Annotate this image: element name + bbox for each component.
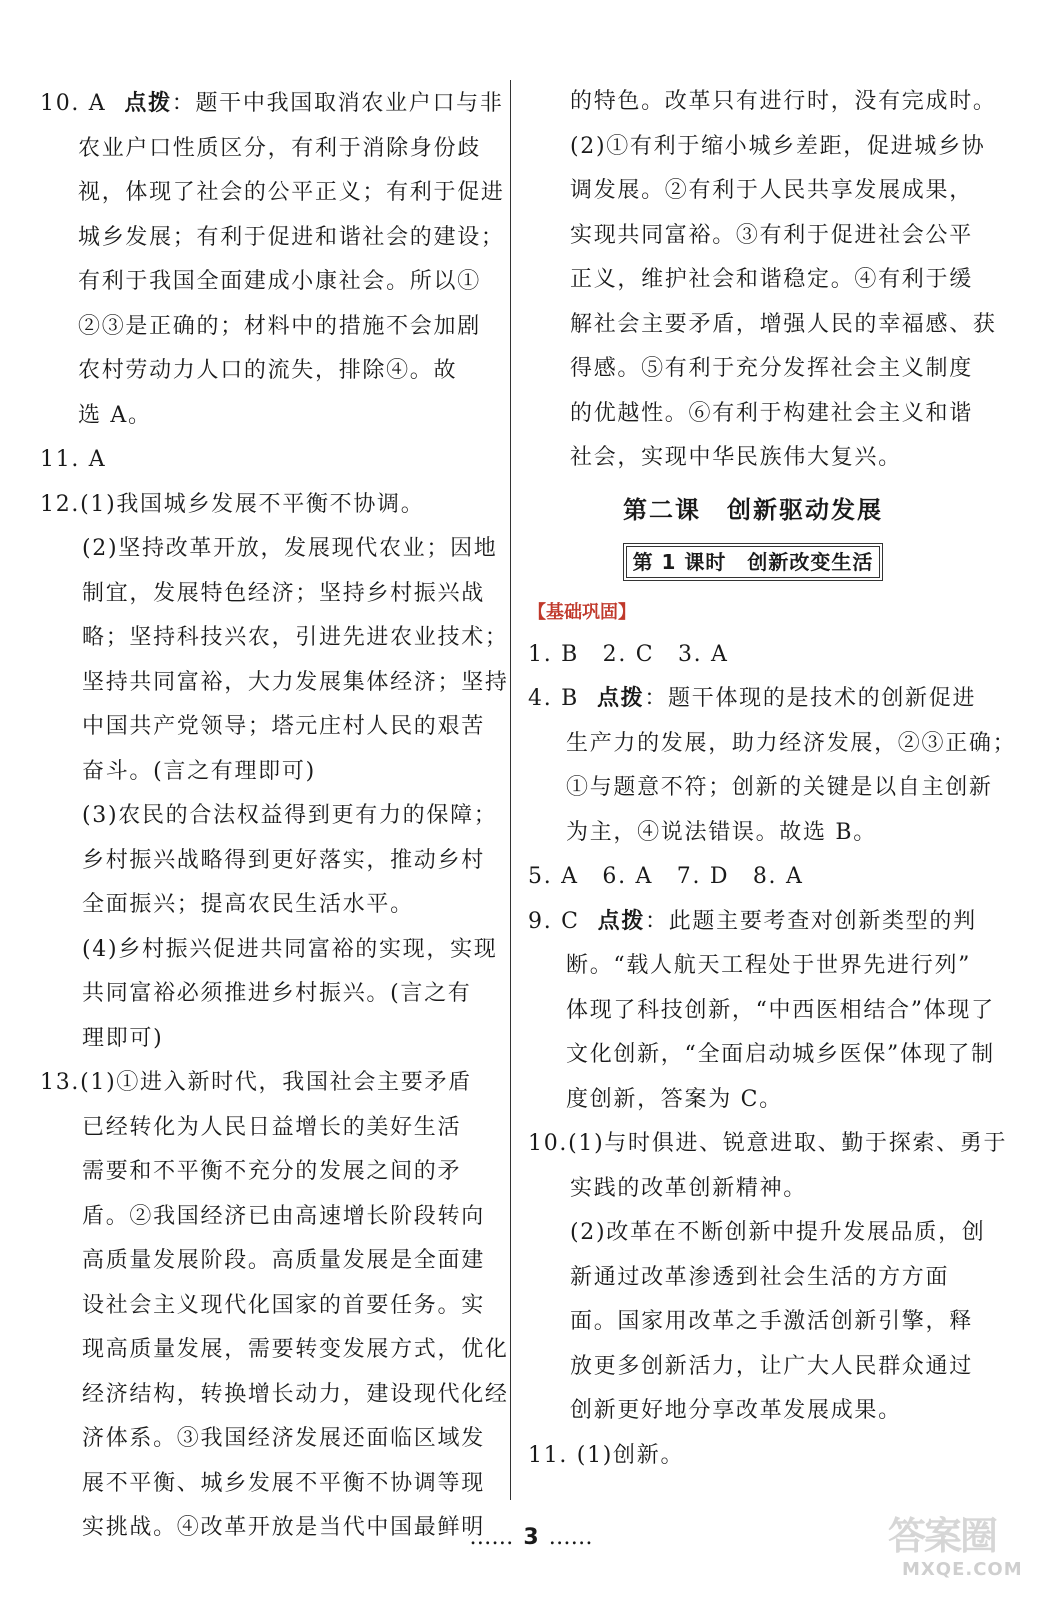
q13-cont-line-6: 得感。⑤有利于充分发挥社会主义制度 — [570, 356, 973, 381]
q12-line-9: 全面振兴；提高农民生活水平。 — [82, 892, 414, 917]
q12-line-8: 乡村振兴战略得到更好落实，推动乡村 — [82, 847, 485, 873]
q13-line-8: 济体系。③我国经济发展还面临区域发 — [82, 1426, 485, 1451]
answers-1-3: 1. B 2. C 3. A — [528, 641, 729, 667]
q9-line-1: 断。“载人航天工程处于世界先进行列” — [566, 953, 972, 978]
q12-line-6: 奋斗。(言之有理即可) — [82, 758, 316, 784]
right-column — [528, 80, 1017, 1478]
q13-line-0: 13.(1)①进入新时代，我国社会主要矛盾 — [40, 1070, 472, 1095]
q9-line-3: 文化创新，“全面启动城乡医保”体现了制 — [566, 1042, 995, 1067]
answers-5-8: 5. A 6. A 7. D 8. A — [528, 864, 804, 889]
q13-line-5: 设社会主义现代化国家的首要任务。实 — [82, 1292, 485, 1318]
q10r-line-5: 放更多创新活力，让广大人民群众通过 — [570, 1353, 973, 1379]
q10-line-5: ②③是正确的；材料中的措施不会加剧 — [78, 313, 481, 339]
column-divider — [510, 80, 511, 1500]
q13-cont-line-3: 实现共同富裕。③有利于促进社会公平 — [570, 222, 973, 248]
page-number: 3 — [523, 1525, 539, 1550]
q13-line-4: 高质量发展阶段。高质量发展是全面建 — [82, 1248, 485, 1273]
q10-line-1: 农业户口性质区分，有利于消除身份歧 — [78, 135, 481, 161]
watermark-top: 答案圈 — [888, 1514, 997, 1558]
q12-line-11: 共同富裕必须推进乡村振兴。(言之有 — [82, 981, 472, 1006]
q13-cont-line-7: 的优越性。⑥有利于构建社会主义和谐 — [570, 400, 973, 426]
section-tag: 【基础巩固】 — [528, 601, 636, 623]
q10-line-0: 10. A 点拨：题干中我国取消农业户口与非 — [40, 91, 504, 116]
q10-line-2: 视，体现了社会的公平正义；有利于促进 — [78, 180, 505, 205]
q10-line-3: 城乡发展；有利于促进和谐社会的建设； — [78, 224, 505, 250]
q13-line-10: 实挑战。④改革开放是当代中国最鲜明 — [82, 1515, 485, 1540]
q4-line-1: 生产力的发展，助力经济发展，②③正确； — [566, 730, 1017, 756]
watermark-bottom: MXQE.COM — [902, 1559, 1023, 1580]
q13-line-7: 经济结构，转换增长动力，建设现代化经 — [82, 1381, 509, 1407]
left-column — [40, 82, 509, 1551]
section-title: 第二课 创新驱动发展 — [623, 495, 883, 524]
q4-line-2: ①与题意不符；创新的关键是以自主创新 — [566, 775, 993, 800]
q9-line-4: 度创新，答案为 C。 — [566, 1086, 783, 1112]
q4-line-3: 为主，④说法错误。故选 B。 — [566, 819, 877, 845]
q10-line-7: 选 A。 — [78, 402, 152, 428]
q12-line-0: 12.(1)我国城乡发展不平衡不协调。 — [40, 491, 425, 517]
q9-line-2: 体现了科技创新，“中西医相结合”体现了 — [566, 997, 995, 1023]
q12-line-2: 制宜，发展特色经济；坚持乡村振兴战 — [82, 580, 485, 606]
footer-dots-left: …… — [469, 1525, 514, 1550]
q13-line-2: 需要和不平衡不充分的发展之间的矛 — [82, 1159, 462, 1184]
q13-cont-line-5: 解社会主要矛盾，增强人民的幸福感、获 — [570, 311, 997, 337]
q13-line-6: 现高质量发展，需要转变发展方式，优化 — [82, 1337, 509, 1362]
q13-line-3: 盾。②我国经济已由高速增长阶段转向 — [82, 1203, 485, 1229]
q13-cont-line-8: 社会，实现中华民族伟大复兴。 — [570, 445, 902, 470]
q4-line-0: 4. B 点拨：题干体现的是技术的创新促进 — [528, 686, 977, 711]
q10r-line-2: (2)改革在不断创新中提升发展品质，创 — [570, 1220, 986, 1245]
q13-cont-line-0: 的特色。改革只有进行时，没有完成时。 — [570, 89, 997, 114]
q12-line-5: 中国共产党领导；塔元庄村人民的艰苦 — [82, 714, 485, 739]
q12-line-12: 理即可) — [82, 1025, 164, 1051]
q10r-line-1: 实践的改革创新精神。 — [570, 1175, 808, 1201]
lesson-title: 第 1 课时 创新改变生活 — [626, 546, 881, 578]
q10r-line-4: 面。国家用改革之手激活创新引擎，释 — [570, 1309, 973, 1334]
q12-line-7: (3)农民的合法权益得到更有力的保障； — [82, 803, 498, 828]
q12-line-1: (2)坚持改革开放，发展现代农业；因地 — [82, 536, 498, 561]
q11-answer: 11. A — [40, 447, 107, 472]
lesson-title-box — [528, 539, 978, 591]
watermark-logo — [888, 1505, 1048, 1595]
footer-dots-right: …… — [548, 1525, 593, 1550]
q13-cont-line-2: 调发展。②有利于人民共享发展成果， — [570, 178, 973, 203]
q12-line-3: 略；坚持科技兴农，引进先进农业技术； — [82, 625, 509, 650]
q13-cont-line-4: 正义，维护社会和谐稳定。④有利于缓 — [570, 267, 973, 292]
q10r-line-6: 创新更好地分享改革发展成果。 — [570, 1398, 902, 1423]
q9-line-0: 9. C 点拨：此题主要考查对创新类型的判 — [528, 908, 977, 934]
q12-line-10: (4)乡村振兴促进共同富裕的实现，实现 — [82, 936, 498, 962]
q13-line-9: 展不平衡、城乡发展不平衡不协调等现 — [82, 1470, 485, 1496]
q10-line-6: 农村劳动力人口的流失，排除④。故 — [78, 358, 458, 383]
q10-line-4: 有利于我国全面建成小康社会。所以① — [78, 269, 481, 294]
q11r-answer: 11. (1)创新。 — [528, 1442, 685, 1468]
q12-line-4: 坚持共同富裕，大力发展集体经济；坚持 — [82, 669, 509, 695]
q13-line-1: 已经转化为人民日益增长的美好生活 — [82, 1114, 462, 1140]
q13-cont-line-1: (2)①有利于缩小城乡差距，促进城乡协 — [570, 133, 986, 159]
q10r-line-3: 新通过改革渗透到社会生活的方方面 — [570, 1264, 950, 1290]
q10r-line-0: 10.(1)与时俱进、锐意进取、勤于探索、勇于 — [528, 1131, 1008, 1156]
